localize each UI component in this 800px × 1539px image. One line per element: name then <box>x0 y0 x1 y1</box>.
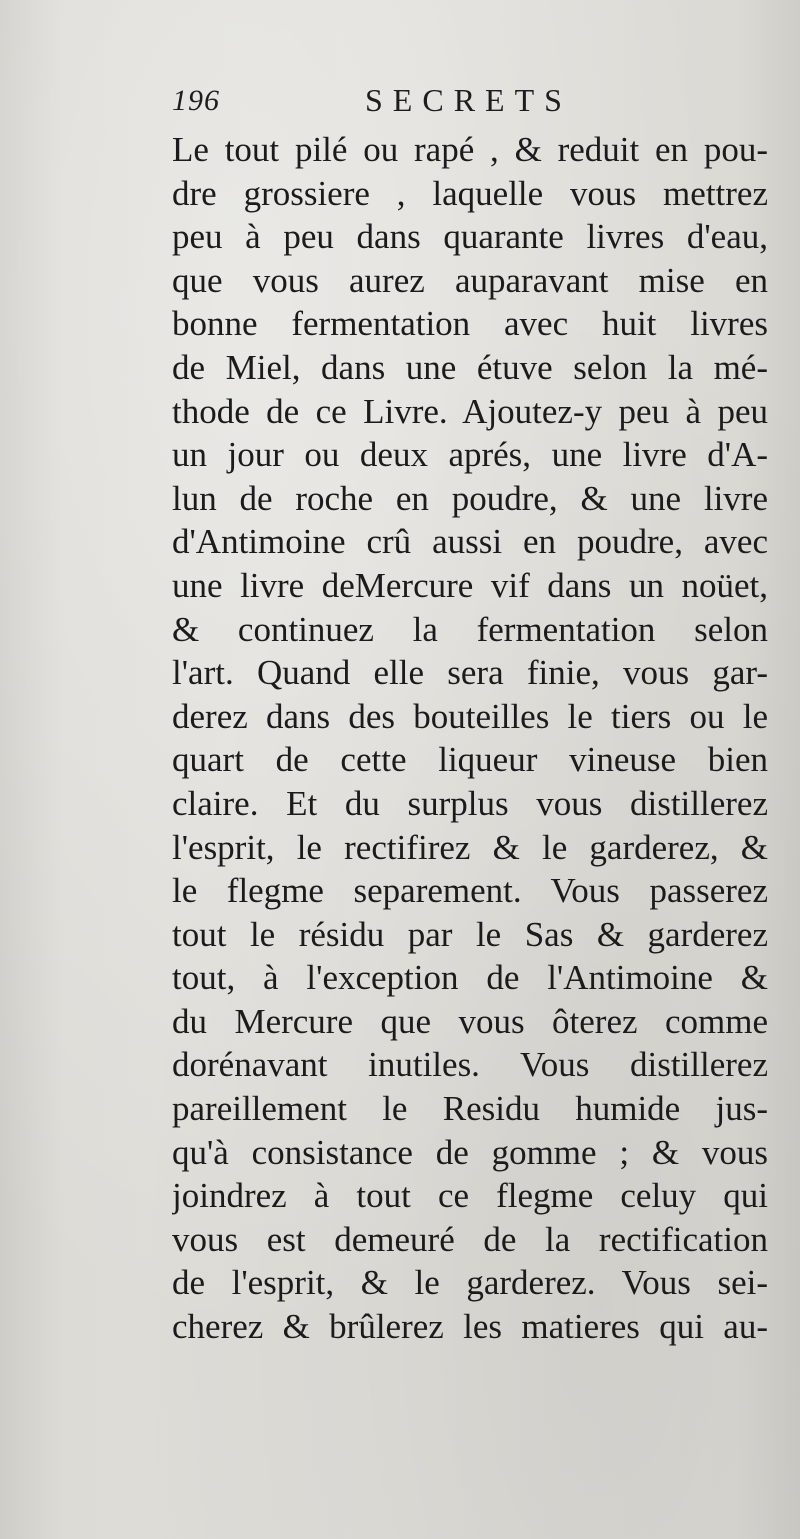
text-line: de Miel, dans une étuve selon la mé- <box>172 347 768 387</box>
text-line: d'Antimoine crû aussi en poudre, avec <box>172 522 768 562</box>
text-line: une livre deMercure vif dans un noüet, <box>172 565 768 605</box>
text-line: que vous aurez auparavant mise en <box>172 260 768 300</box>
text-line: thode de ce Livre. Ajoutez-y peu à peu <box>172 391 768 431</box>
page-number: 196 <box>172 84 220 117</box>
text-line: un jour ou deux aprés, une livre d'A- <box>172 435 768 475</box>
text-line: tout, à l'exception de l'Antimoine & <box>172 958 768 998</box>
text-line: dorénavant inutiles. Vous distillerez <box>172 1045 768 1085</box>
text-line: lun de roche en poudre, & une livre <box>172 478 768 518</box>
running-head: SECRETS <box>365 82 572 118</box>
text-line: derez dans des bouteilles le tiers ou le <box>172 696 768 736</box>
text-line: du Mercure que vous ôterez comme <box>172 1001 768 1041</box>
text-line: cherez & brûlerez les matieres qui au- <box>172 1307 768 1347</box>
body-text <box>172 128 768 1349</box>
text-line: quart de cette liqueur vineuse bien <box>172 740 768 780</box>
text-line: le flegme separement. Vous passerez <box>172 871 768 911</box>
text-line: l'esprit, le rectifirez & le garderez, & <box>172 827 768 867</box>
text-line: peu à peu dans quarante livres d'eau, <box>172 217 768 257</box>
text-line: l'art. Quand elle sera finie, vous gar- <box>172 653 768 693</box>
text-line: qu'à consistance de gomme ; & vous <box>172 1132 768 1172</box>
text-line: dre grossiere , laquelle vous mettrez <box>172 173 768 213</box>
text-line: pareillement le Residu humide jus- <box>172 1089 768 1129</box>
text-line: Le tout pilé ou rapé , & reduit en pou- <box>172 130 768 169</box>
text-line: de l'esprit, & le garderez. Vous sei- <box>172 1263 768 1303</box>
text-line: claire. Et du surplus vous distillerez <box>172 783 768 823</box>
text-line: joindrez à tout ce flegme celuy qui <box>172 1176 768 1216</box>
page-header <box>172 80 772 130</box>
text-line: tout le résidu par le Sas & garderez <box>172 914 768 954</box>
text-line: vous est demeuré de la rectification <box>172 1219 768 1259</box>
text-line: & continuez la fermentation selon <box>172 609 768 649</box>
text-line: bonne fermentation avec huit livres <box>172 304 768 344</box>
